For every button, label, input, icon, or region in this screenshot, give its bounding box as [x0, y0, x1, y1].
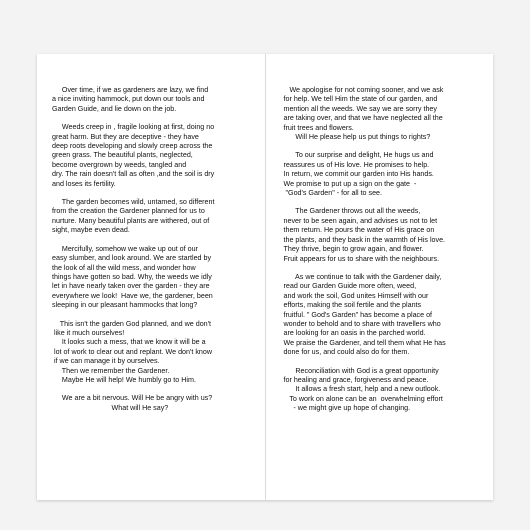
- text-line: To our surprise and delight, He hugs us and: [283, 151, 434, 160]
- paragraph: [52, 245, 253, 311]
- text-line: are looking for an oasis in the parched world.: [283, 329, 426, 338]
- text-line: them return. He pours the water of His grace on: [283, 226, 435, 235]
- paragraph: [284, 207, 484, 263]
- text-line: the plants, and they bask in the warmth of His love.: [283, 235, 446, 244]
- text-line: deep roots developing and slowly creep across the: [52, 142, 213, 151]
- text-line: a nice inviting hammock, put down our tools and: [52, 95, 205, 104]
- text-line: This isn't the garden God planned, and we don't: [52, 319, 212, 328]
- text-line: never to be seen again, and advises us not to let: [283, 216, 438, 225]
- text-line: sight, maybe even dead.: [52, 226, 130, 235]
- paragraph: [52, 86, 253, 114]
- text-line: the look of all the wild mess, and wonder how: [52, 263, 196, 272]
- paragraph: [52, 320, 253, 386]
- text-line: It allows a fresh start, help and a new outlook.: [283, 385, 441, 394]
- text-line: nurture. Many beautiful plants are withered, out of: [52, 216, 210, 225]
- text-line: efforts, making the soil fertile and the plants: [283, 301, 422, 310]
- text-line: like it much ourselves!: [52, 328, 125, 337]
- text-line: - we might give up hope of changing.: [283, 404, 411, 413]
- text-line: As we continue to talk with the Gardener daily,: [283, 272, 442, 281]
- paragraph: [52, 394, 253, 413]
- text-line: Mercifully, somehow we wake up out of our: [52, 244, 198, 253]
- text-line: and loses its fertility.: [52, 179, 116, 188]
- text-line: fruitful. " God's Garden" has become a place of: [283, 310, 433, 319]
- text-line: wonder to behold and to share with travellers who: [283, 319, 441, 328]
- right-panel: [266, 54, 494, 500]
- text-line: and work the soil, God unites Himself with our: [283, 291, 429, 300]
- text-line: easy slumber, and look around. We are startled by: [52, 254, 212, 263]
- text-line: We apologise for not coming sooner, and we ask: [283, 86, 444, 94]
- text-line: things have gotten so bad. Why, the weeds we idly: [52, 272, 212, 281]
- text-line: are taking over, and that we have neglected all the: [283, 114, 443, 123]
- paragraph: [52, 123, 253, 189]
- text-line: It looks such a mess, that we know it will be a: [52, 338, 206, 347]
- text-line: They thrive, begin to grow again, and flower.: [283, 245, 424, 254]
- text-line: let in have nearly taken over the garden - they are: [52, 282, 210, 291]
- text-line: In return, we commit our garden into His hands.: [283, 170, 434, 179]
- paragraph: [284, 367, 484, 414]
- text-line: done for us, and could also do for them.: [283, 348, 410, 357]
- text-line: reassures us of His love. He promises to help.: [283, 160, 430, 169]
- text-line: for help. We tell Him the state of our garden, and: [283, 95, 438, 104]
- text-line: Fruit appears for us to share with the neighbours.: [283, 254, 440, 263]
- folded-card: [37, 54, 493, 500]
- paragraph: [284, 151, 484, 198]
- text-line: Will He please help us put things to rights?: [283, 133, 431, 142]
- left-panel: [37, 54, 265, 500]
- text-line: Maybe He will help! We humbly go to Him.: [52, 375, 196, 384]
- text-line: sleeping in our pleasant hammocks that long?: [52, 301, 198, 310]
- text-line: mention all the weeds. We say we are sorry they: [283, 104, 437, 113]
- text-line: lot of work to clear out and replant. We don't know: [52, 347, 212, 356]
- text-line: from the creation the Gardener planned for us to: [52, 207, 205, 216]
- text-line: if we can manage it by ourselves.: [52, 357, 160, 366]
- text-line: We are a bit nervous. Will He be angry with us?: [52, 394, 213, 403]
- text-line: green grass. The beautiful plants, neglected,: [52, 151, 193, 160]
- text-line: dry. The rain doesn't fall as often ,and the soil is dry: [52, 170, 215, 179]
- paragraph: [284, 86, 484, 142]
- text-line: Then we remember the Gardener.: [52, 366, 170, 375]
- text-line: Reconciliation with God is a great opportunity: [283, 366, 439, 375]
- text-line: read our Garden Guide more often, weed,: [283, 282, 417, 291]
- text-line: The Gardener throws out all the weeds,: [283, 207, 421, 216]
- text-line: What will He say?: [52, 403, 169, 412]
- text-line: "God's Garden" - for all to see.: [283, 189, 383, 198]
- text-line: Over time, if we as gardeners are lazy, we find: [52, 86, 209, 94]
- text-line: Garden Guide, and lie down on the job.: [52, 104, 177, 113]
- text-line: To work on alone can be an overwhelming effort: [283, 394, 443, 403]
- paragraph: [52, 198, 253, 236]
- text-line: for healing and grace, forgiveness and peace.: [283, 375, 429, 384]
- text-line: Weeds creep in , fragile looking at first, doing no: [52, 123, 215, 132]
- text-line: fruit trees and flowers.: [283, 123, 354, 132]
- text-line: everywhere we look! Have we, the gardener, been: [52, 291, 213, 300]
- text-line: We promise to put up a sign on the gate -: [283, 179, 417, 188]
- text-line: become overgrown by weeds, tangled and: [52, 160, 187, 169]
- text-line: great harm. But they are deceptive - they have: [52, 132, 199, 141]
- text-line: We praise the Gardener, and tell them what He has: [283, 338, 446, 347]
- text-line: The garden becomes wild, untamed, so different: [52, 198, 215, 207]
- paragraph: [284, 273, 484, 358]
